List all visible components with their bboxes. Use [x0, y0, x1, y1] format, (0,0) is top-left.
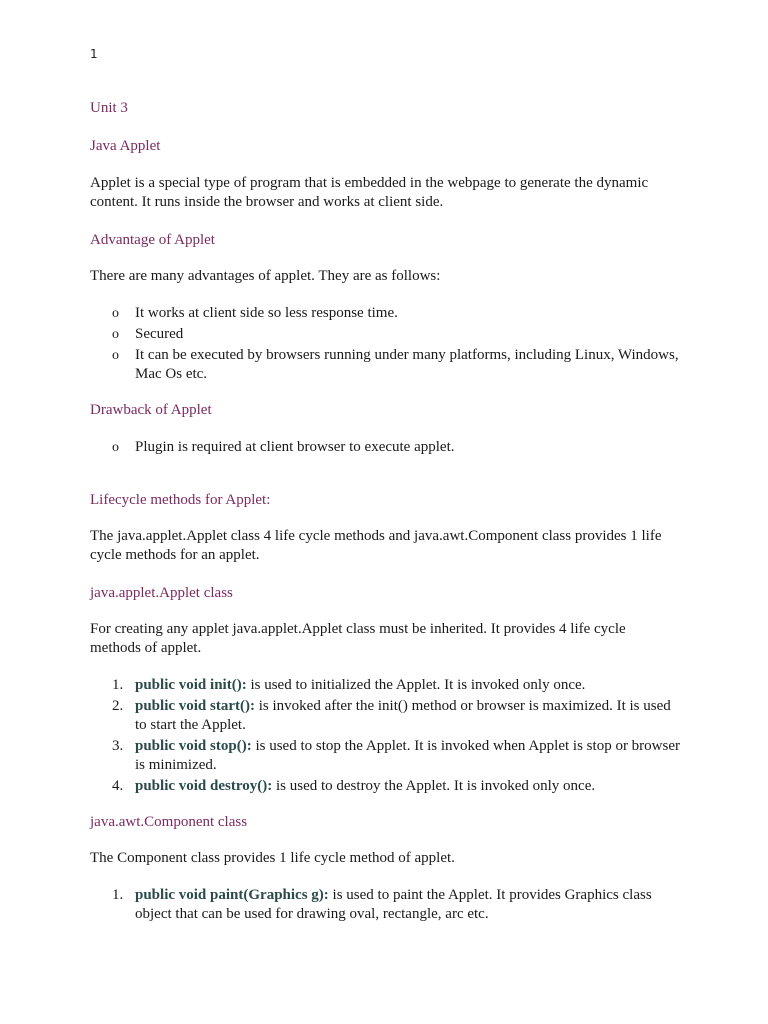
method-item: 2. public void start(): is invoked after the init() method or browser is maximized. It is used to start the Applet. — [112, 698, 671, 733]
lifecycle-intro: The java.applet.Applet class 4 life cycle methods and java.awt.Component class provides 1 life cycle methods for an applet. — [90, 528, 662, 563]
method-item: 3. public void stop(): is used to stop the Applet. It is invoked when Applet is stop or browser is minimized. — [112, 738, 681, 773]
bullet-marker: o — [112, 306, 119, 321]
applet-heading: Java Applet — [90, 138, 161, 154]
list-item: o Plugin is required at client browser to execute applet. — [112, 439, 455, 455]
bullet-marker: o — [112, 327, 119, 342]
applet-methods-list — [90, 676, 680, 796]
method-item: 1. public void init(): is used to initialized the Applet. It is invoked only once. — [112, 677, 586, 693]
advantage-intro: There are many advantages of applet. They are as follows: — [90, 268, 441, 284]
advantage-list — [90, 304, 680, 384]
applet-class-intro: For creating any applet java.applet.Applet class must be inherited. It provides 4 life cycle methods of applet. — [90, 621, 626, 656]
method-signature: public void stop(): — [135, 738, 252, 754]
method-item: 1. public void paint(Graphics g): is used to paint the Applet. It provides Graphics class object that can be used for drawing oval, rectangle, arc etc. — [112, 887, 652, 922]
advantage-heading: Advantage of Applet — [90, 232, 215, 248]
unit-title: Unit 3 — [90, 100, 128, 116]
method-signature: public void start(): — [135, 698, 255, 714]
list-item: o It can be executed by browsers running under many platforms, including Linux, Windows, Mac Os etc. — [112, 347, 679, 382]
applet-intro: Applet is a special type of program that is embedded in the webpage to generate the dynamic content. It runs inside the browser and works at client side. — [90, 175, 649, 210]
list-item: o Secured — [112, 326, 184, 342]
bullet-marker: o — [112, 348, 119, 363]
lifecycle-heading: Lifecycle methods for Applet: — [90, 492, 271, 508]
bullet-marker: o — [112, 440, 119, 455]
component-class-intro: The Component class provides 1 life cycle method of applet. — [90, 850, 455, 866]
method-signature: public void init(): — [135, 677, 247, 693]
component-methods-list — [90, 886, 680, 924]
page-number: 1 — [90, 47, 98, 61]
applet-class-heading: java.applet.Applet class — [90, 585, 233, 601]
method-signature: public void paint(Graphics g): — [135, 887, 329, 903]
drawback-list — [90, 438, 680, 457]
document-body — [90, 99, 680, 926]
drawback-heading: Drawback of Applet — [90, 402, 212, 418]
method-signature: public void destroy(): — [135, 778, 273, 794]
component-class-heading: java.awt.Component class — [90, 814, 248, 830]
list-item: o It works at client side so less response time. — [112, 305, 398, 321]
method-item: 4. public void destroy(): is used to destroy the Applet. It is invoked only once. — [112, 778, 596, 794]
